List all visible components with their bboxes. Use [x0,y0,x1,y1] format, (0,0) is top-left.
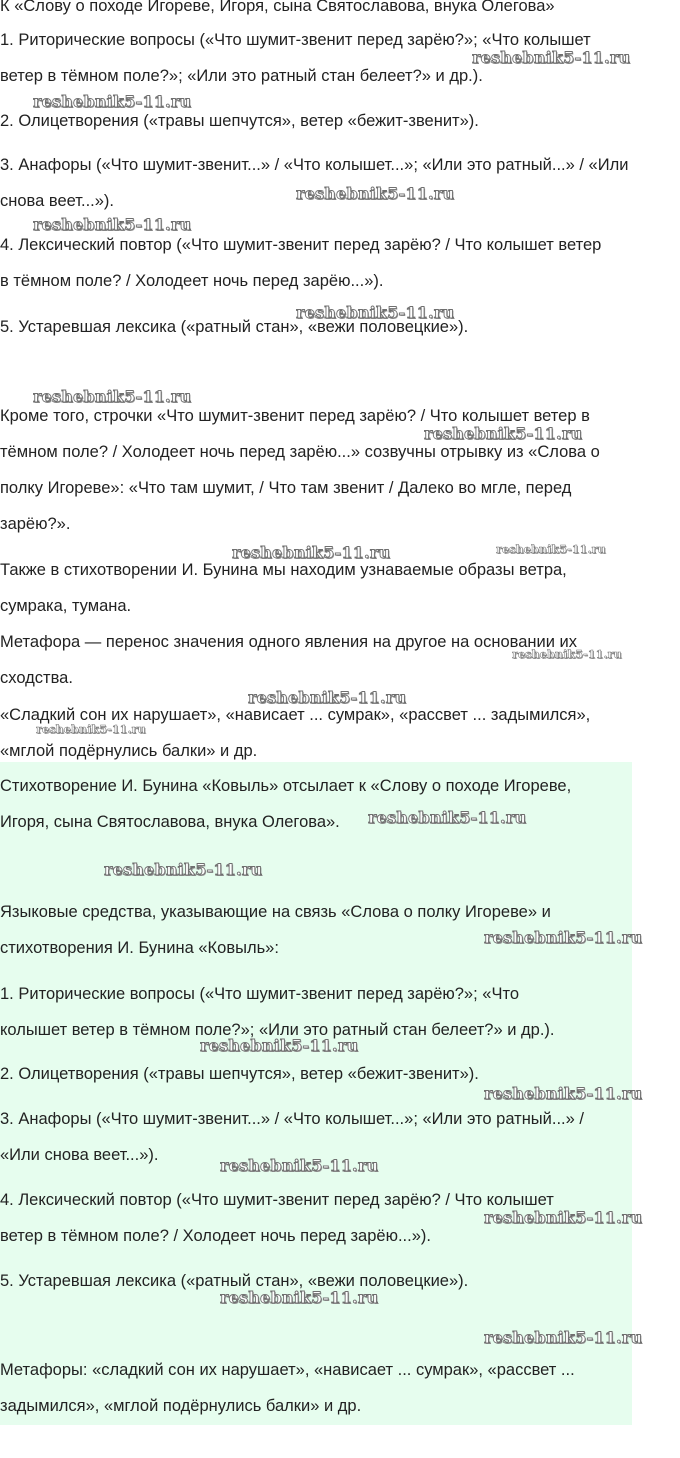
answer-line: Языковые средства, указывающие на связь «Слова о полку Игореве» и [0,903,551,921]
paragraph-line: Метафора — перенос значения одного явления на другое на основании их [0,633,577,651]
watermark: reshebnik5-11.ru [484,1328,643,1347]
paragraph-line: зарёю?». [0,515,71,533]
watermark: reshebnik5-11.ru [220,1288,379,1307]
watermark: reshebnik5-11.ru [248,688,407,707]
answer-line: Игоря, сына Святославова, внука Олегова». [0,813,340,831]
answer-line: колышет ветер в тёмном поле?»; «Или это ратный стан белеет?» и др.). [0,1021,555,1039]
list-item-3-line-a: 3. Анафоры («Что шумит-звенит...» / «Что колышет...»; «Или это ратный...» / «Или [0,156,629,174]
watermark: reshebnik5-11.ru [484,1084,643,1103]
answer-line: 1. Риторические вопросы («Что шумит-звенит перед зарёю?»; «Что [0,985,520,1003]
watermark: reshebnik5-11.ru [368,808,527,827]
list-item-4-line-a: 4. Лексический повтор («Что шумит-звенит перед зарёю? / Что колышет ветер [0,236,602,254]
watermark: reshebnik5-11.ru [296,303,455,322]
paragraph-line: «мглой подёрнулись балки» и др. [0,742,258,760]
watermark: reshebnik5-11.ru [484,928,643,947]
list-item-3-line-b: снова веет...»). [0,192,115,210]
answer-line: Стихотворение И. Бунина «Ковыль» отсылает к «Слову о походе Игореве, [0,777,572,795]
watermark: reshebnik5-11.ru [33,92,192,111]
watermark: reshebnik5-11.ru [296,184,455,203]
answer-line: 4. Лексический повтор («Что шумит-звенит перед зарёю? / Что колышет [0,1191,554,1209]
paragraph-line: «Сладкий сон их нарушает», «нависает ... сумрак», «рассвет ... задымился», [0,706,591,724]
answer-line: Метафоры: «сладкий сон их нарушает», «нависает ... сумрак», «рассвет ... [0,1361,575,1379]
watermark: reshebnik5-11.ru [200,1036,359,1055]
paragraph-line: сходства. [0,669,73,687]
header-cut-text: К «Слову о походе Игореве, Игоря, сына Святославова, внука Олегова» [0,0,555,15]
paragraph-line: сумрака, тумана. [0,597,132,615]
watermark: reshebnik5-11.ru [104,860,263,879]
answer-line: ветер в тёмном поле? / Холодеет ночь перед зарёю...»). [0,1227,431,1245]
watermark: reshebnik5-11.ru [484,1208,643,1227]
watermark: reshebnik5-11.ru [232,543,391,562]
watermark: reshebnik5-11.ru [496,543,606,556]
watermark: reshebnik5-11.ru [472,48,631,67]
list-item-2: 2. Олицетворения («травы шепчутся», ветер «бежит-звенит»). [0,112,479,130]
answer-line: «Или снова веет...»). [0,1146,159,1164]
watermark: reshebnik5-11.ru [33,215,192,234]
paragraph-line: полку Игореве»: «Что там шумит, / Что там звенит / Далеко во мгле, перед [0,479,572,497]
paragraph-line: тёмном поле? / Холодеет ночь перед зарёю...» созвучны отрывку из «Слова о [0,443,600,461]
watermark: reshebnik5-11.ru [36,723,146,736]
list-item-5: 5. Устаревшая лексика («ратный стан», «вежи половецкие»). [0,318,469,336]
paragraph-line: Кроме того, строчки «Что шумит-звенит перед зарёю? / Что колышет ветер в [0,407,590,425]
list-item-4-line-b: в тёмном поле? / Холодеет ночь перед зарёю...»). [0,272,384,290]
list-item-1-line-a: 1. Риторические вопросы («Что шумит-звенит перед зарёю?»; «Что колышет [0,31,591,49]
answer-line: стихотворения И. Бунина «Ковыль»: [0,939,279,957]
watermark: reshebnik5-11.ru [512,648,622,661]
watermark: reshebnik5-11.ru [220,1156,379,1175]
paragraph-line: Также в стихотворении И. Бунина мы находим узнаваемые образы ветра, [0,561,567,579]
answer-line: 5. Устаревшая лексика («ратный стан», «вежи половецкие»). [0,1272,469,1290]
answer-line: 3. Анафоры («Что шумит-звенит...» / «Что колышет...»; «Или это ратный...» / [0,1110,584,1128]
watermark: reshebnik5-11.ru [424,424,583,443]
list-item-1-line-b: ветер в тёмном поле?»; «Или это ратный стан белеет?» и др.). [0,67,483,85]
watermark: reshebnik5-11.ru [33,387,192,406]
answer-line: 2. Олицетворения («травы шепчутся», ветер «бежит-звенит»). [0,1065,479,1083]
answer-line: задымился», «мглой подёрнулись балки» и др. [0,1397,362,1415]
